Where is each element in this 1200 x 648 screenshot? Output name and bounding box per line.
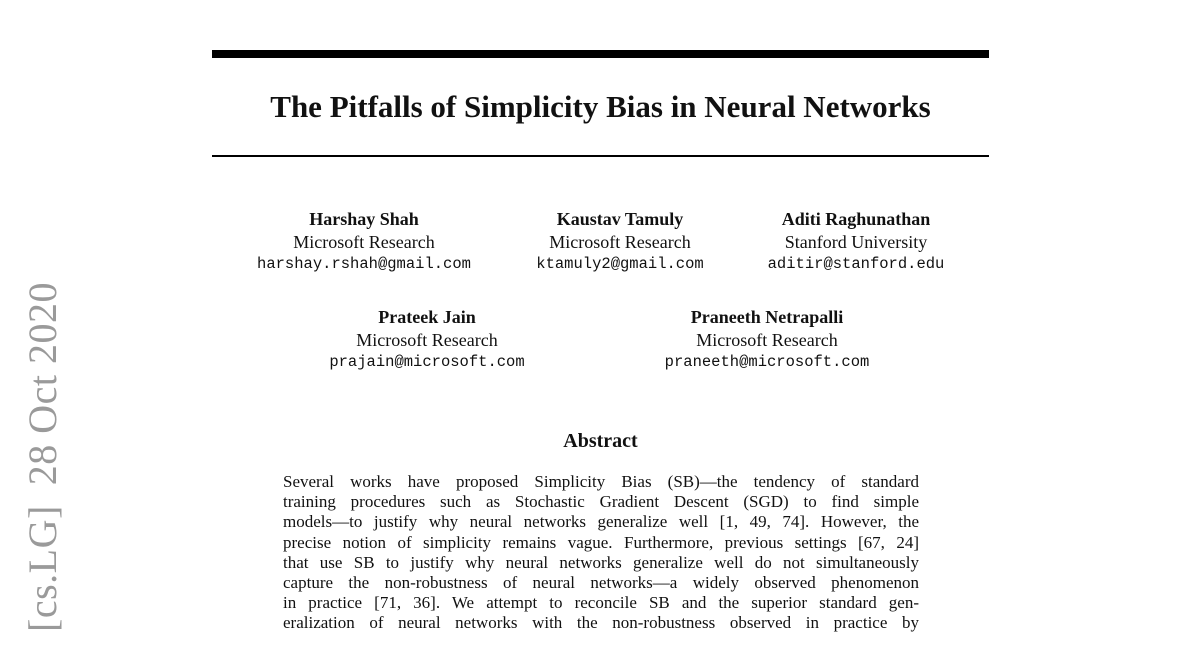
title-bottom-rule [212,155,989,157]
abstract-line: in practice [71, 36]. We attempt to reconcile SB and the superior standard gen- [283,593,919,613]
title-top-rule [212,50,989,58]
author-block [329,306,524,373]
abstract-line: training procedures such as Stochastic Gradient Descent (SGD) to find simple [283,492,919,512]
author-block [536,208,703,275]
author-email[interactable]: harshay.rshah@gmail.com [257,255,471,273]
author-email[interactable]: prajain@microsoft.com [329,353,525,371]
author-affiliation: Microsoft Research [696,330,838,350]
abstract-line: eralization of neural networks with the non-robustness observed in practice by [283,613,919,633]
abstract-line: Several works have proposed Simplicity Bias (SB)—the tendency of standard [283,472,919,491]
author-name: Praneeth Netrapalli [690,307,844,327]
abstract-line: models—to justify why neural networks generalize well [1, 49, 74]. However, the [283,512,919,532]
abstract-line: that use SB to justify why neural networks generalize well do not simultaneously [283,552,919,572]
author-block [665,306,870,373]
paper-title: The Pitfalls of Simplicity Bias in Neural Networks [270,89,931,124]
abstract-line: capture the non-robustness of neural networks—a widely observed phenomenon [283,573,919,593]
author-affiliation: Stanford University [784,232,928,252]
author-block [768,208,945,275]
author-name: Prateek Jain [378,307,476,327]
arxiv-date: 28 Oct 2020 [20,281,65,486]
arxiv-category: [cs.LG] [20,505,65,632]
abstract-body [283,472,919,634]
author-email[interactable]: praneeth@microsoft.com [664,353,870,371]
arxiv-stamp [18,282,68,632]
abstract-heading: Abstract [563,430,638,452]
author-name: Harshay Shah [309,209,419,229]
author-name: Kaustav Tamuly [556,209,684,229]
author-name: Aditi Raghunathan [781,209,931,229]
author-block [257,208,471,275]
author-affiliation: Microsoft Research [549,232,691,252]
abstract-line: precise notion of simplicity remains vague. Furthermore, previous settings [67, 24] [283,532,919,552]
author-affiliation: Microsoft Research [293,232,435,252]
author-affiliation: Microsoft Research [356,330,498,350]
author-email[interactable]: aditir@stanford.edu [767,255,945,273]
author-email[interactable]: ktamuly2@gmail.com [536,255,704,273]
